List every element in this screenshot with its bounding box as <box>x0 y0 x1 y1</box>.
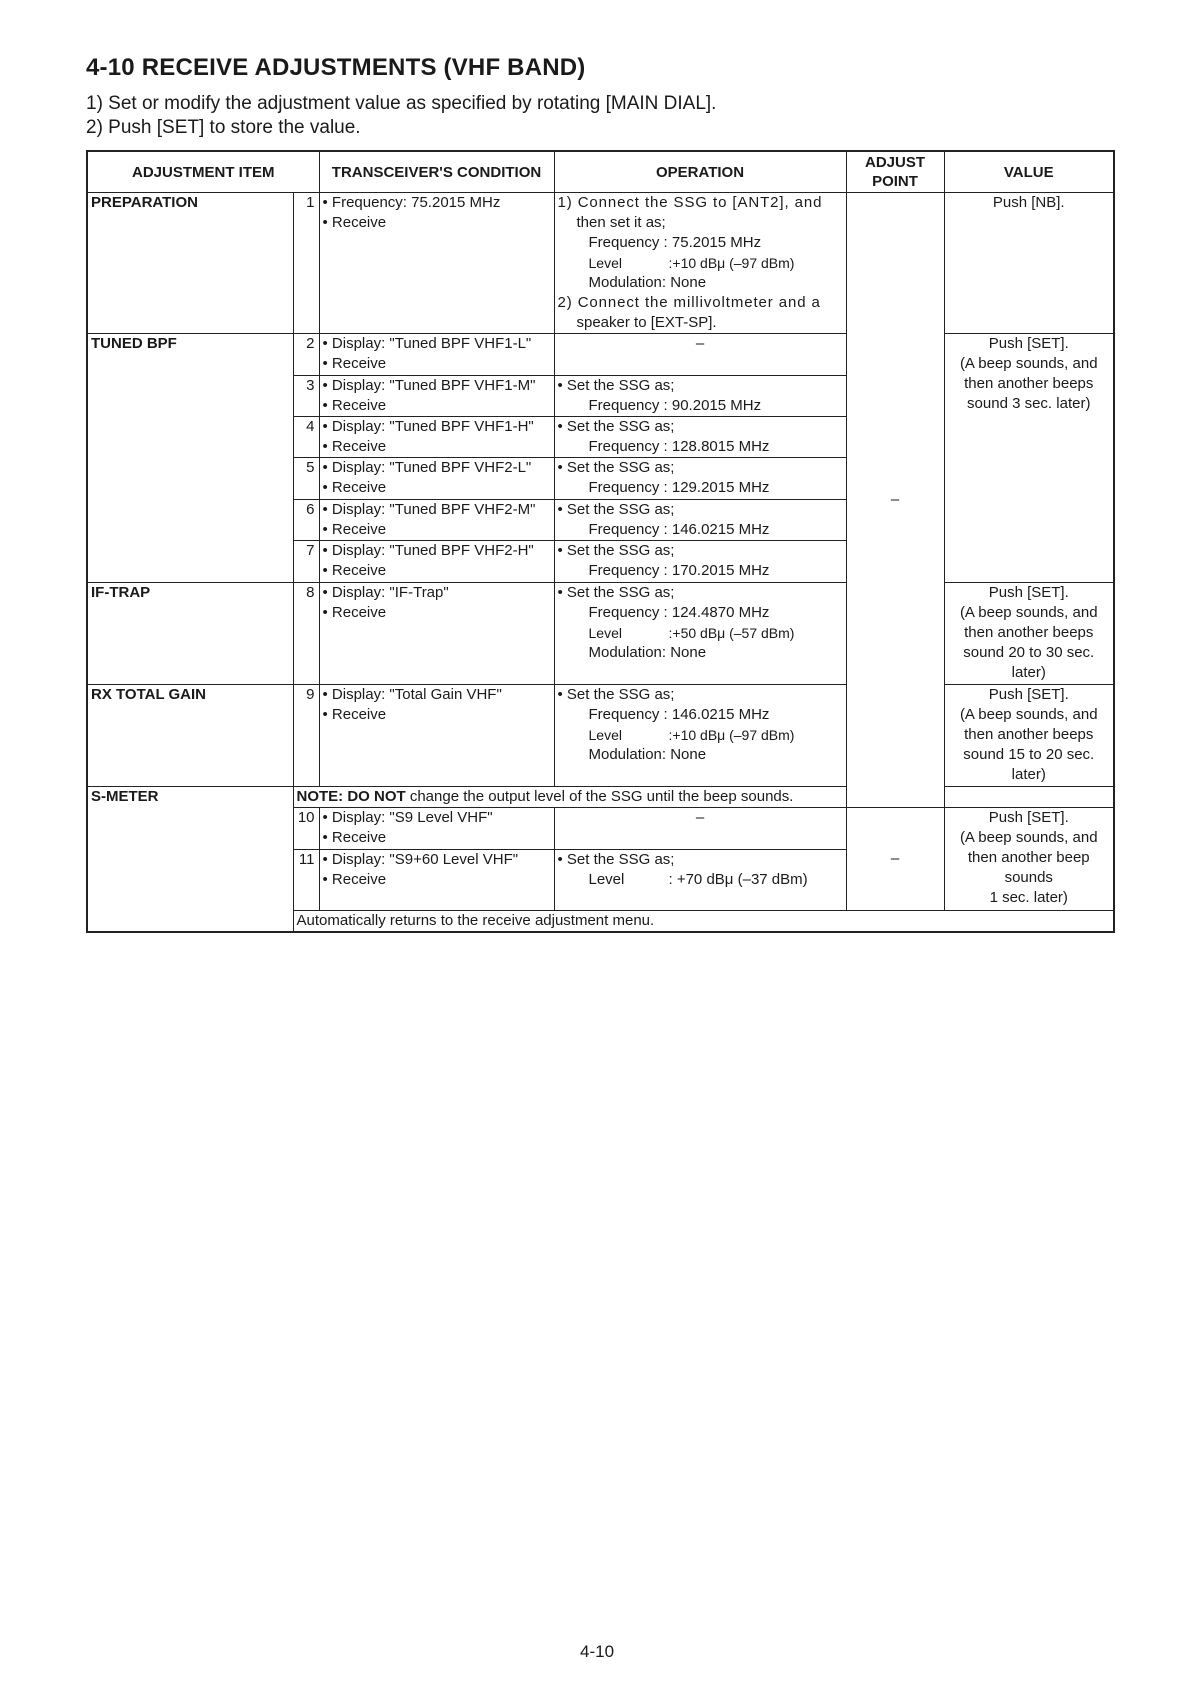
condition-line: • Receive <box>322 479 387 496</box>
table-row <box>87 685 1114 787</box>
level-value: :+50 dBμ (–57 dBm) <box>668 625 795 641</box>
condition-cell <box>319 808 554 850</box>
condition-line: • Receive <box>322 829 387 846</box>
section-title: 4-10 RECEIVE ADJUSTMENTS (VHF BAND) <box>86 54 586 81</box>
value-line: then another beeps <box>964 726 1094 743</box>
adjust-point-cell: – <box>846 193 944 808</box>
condition-line: • Display: "Tuned BPF VHF1-L" <box>322 335 532 352</box>
level-value: :+10 dBμ (–97 dBm) <box>668 255 795 271</box>
value-cell <box>944 334 1114 583</box>
value-line: Push [SET]. <box>988 809 1069 826</box>
step-number: 10 <box>293 808 319 850</box>
operation-cell <box>554 458 846 500</box>
table-row <box>87 583 1114 685</box>
operation-line: speaker to [EXT-SP]. <box>576 314 717 331</box>
condition-cell <box>319 376 554 417</box>
operation-line: Frequency : 129.2015 MHz <box>588 479 770 496</box>
step-number: 5 <box>293 458 319 500</box>
value-line: (A beep sounds, and <box>959 604 1098 621</box>
value-line: (A beep sounds, and <box>959 706 1098 723</box>
level-label: Level <box>588 255 622 271</box>
condition-line: • Receive <box>322 214 387 231</box>
value-line: Push [SET]. <box>988 584 1069 601</box>
value-line: sound 20 to 30 sec. <box>963 644 1095 661</box>
operation-line: • Set the SSG as; <box>557 418 675 435</box>
step-number: 7 <box>293 541 319 583</box>
condition-cell <box>319 850 554 911</box>
condition-line: • Display: "Tuned BPF VHF2-H" <box>322 542 534 559</box>
operation-cell <box>554 193 846 334</box>
condition-line: • Receive <box>322 604 387 621</box>
condition-line: • Display: "Tuned BPF VHF1-H" <box>322 418 534 435</box>
value-cell <box>944 685 1114 787</box>
operation-line: Frequency : 128.8015 MHz <box>588 438 770 455</box>
item-preparation: PREPARATION <box>87 193 293 334</box>
condition-cell <box>319 583 554 685</box>
operation-line: • Set the SSG as; <box>557 542 675 559</box>
condition-line: • Receive <box>322 438 387 455</box>
operation-line <box>558 870 843 890</box>
receive-adjustment-table <box>86 150 1115 933</box>
operation-line: Frequency : 146.0215 MHz <box>588 706 770 723</box>
frequency-label: Frequency <box>588 234 660 251</box>
note-label: NOTE: DO NOT <box>296 788 406 805</box>
operation-cell <box>554 376 846 417</box>
value-line: sound 15 to 20 sec. <box>963 746 1095 763</box>
value-line: then another beep <box>967 849 1090 866</box>
note-text: change the output level of the SSG until the beep sounds. <box>405 788 794 805</box>
value-line: later) <box>1011 766 1046 783</box>
operation-line: Modulation: None <box>588 746 707 763</box>
table-row <box>87 787 1114 808</box>
level-label: Level <box>588 871 625 888</box>
frequency-value: : 75.2015 MHz <box>663 234 762 251</box>
value-line: later) <box>1011 664 1046 681</box>
condition-cell <box>319 458 554 500</box>
page-number: 4-10 <box>580 1642 615 1661</box>
operation-cell <box>554 850 846 911</box>
condition-line: • Display: "Tuned BPF VHF1-M" <box>322 377 536 394</box>
value-cell <box>944 583 1114 685</box>
step-number: 4 <box>293 417 319 458</box>
operation-line: • Set the SSG as; <box>557 584 675 601</box>
operation-line <box>558 623 843 643</box>
operation-line: Frequency : 170.2015 MHz <box>588 562 770 579</box>
condition-cell <box>319 541 554 583</box>
operation-line: 1) Connect the SSG to [ANT2], and <box>557 194 823 211</box>
value-line: (A beep sounds, and <box>959 829 1098 846</box>
operation-line <box>558 233 843 253</box>
value-line: sounds <box>1004 869 1053 886</box>
operation-cell <box>554 583 846 685</box>
operation-line: • Set the SSG as; <box>557 501 675 518</box>
step-number: 6 <box>293 500 319 541</box>
table-row <box>87 334 1114 376</box>
operation-line: Modulation: None <box>588 274 707 291</box>
operation-line: • Set the SSG as; <box>557 459 675 476</box>
table-row <box>87 193 1114 334</box>
value-line: then another beeps <box>964 375 1094 392</box>
level-label: Level <box>588 727 622 743</box>
item-rx-total-gain: RX TOTAL GAIN <box>87 685 293 787</box>
header-adjustment-item: ADJUSTMENT ITEM <box>87 151 319 193</box>
operation-line: Modulation: None <box>588 644 707 661</box>
condition-cell <box>319 417 554 458</box>
operation-line: Frequency : 90.2015 MHz <box>588 397 762 414</box>
operation-line: Frequency : 146.0215 MHz <box>588 521 770 538</box>
condition-line: • Receive <box>322 521 387 538</box>
condition-cell <box>319 334 554 376</box>
operation-line: Frequency : 124.4870 MHz <box>588 604 770 621</box>
operation-cell <box>554 500 846 541</box>
condition-line: • Receive <box>322 397 387 414</box>
note-cell <box>293 787 1114 808</box>
footer-note: Automatically returns to the receive adjustment menu. <box>293 911 1114 933</box>
instruction-2: 2) Push [SET] to store the value. <box>86 117 361 138</box>
value-line: Push [SET]. <box>988 686 1069 703</box>
step-number: 8 <box>293 583 319 685</box>
instruction-1: 1) Set or modify the adjustment value as specified by rotating [MAIN DIAL]. <box>86 93 717 114</box>
condition-line: • Receive <box>322 706 387 723</box>
level-value: :+10 dBμ (–97 dBm) <box>668 727 795 743</box>
operation-line: 2) Connect the millivoltmeter and a <box>557 294 821 311</box>
operation-cell <box>554 417 846 458</box>
step-number: 9 <box>293 685 319 787</box>
value-line: Push [SET]. <box>988 335 1069 352</box>
value-line: then another beeps <box>964 624 1094 641</box>
condition-cell <box>319 685 554 787</box>
operation-line <box>558 253 843 273</box>
value-cell: Push [NB]. <box>944 193 1114 334</box>
header-value: VALUE <box>944 151 1114 193</box>
operation-line: • Set the SSG as; <box>557 377 675 394</box>
step-number: 2 <box>293 334 319 376</box>
item-s-meter: S-METER <box>87 787 293 933</box>
condition-line: • Receive <box>322 871 387 888</box>
condition-line: • Frequency: 75.2015 MHz <box>322 194 501 211</box>
value-line: sound 3 sec. later) <box>967 395 1091 412</box>
condition-line: • Display: "Total Gain VHF" <box>322 686 502 703</box>
header-operation: OPERATION <box>554 151 846 193</box>
header-row <box>87 151 1114 193</box>
operation-cell <box>554 685 846 787</box>
value-cell <box>944 808 1114 911</box>
condition-line: • Receive <box>322 355 387 372</box>
operation-line: • Set the SSG as; <box>557 686 675 703</box>
condition-line: • Receive <box>322 562 387 579</box>
adjust-point-cell: – <box>846 808 944 911</box>
operation-line <box>558 725 843 745</box>
condition-line: • Display: "S9 Level VHF" <box>322 809 493 826</box>
condition-cell <box>319 193 554 334</box>
condition-cell <box>319 500 554 541</box>
level-label: Level <box>588 625 622 641</box>
item-if-trap: IF-TRAP <box>87 583 293 685</box>
header-adjust-point: ADJUST POINT <box>846 151 944 193</box>
step-number: 11 <box>293 850 319 911</box>
step-number: 3 <box>293 376 319 417</box>
level-value: : +70 dBμ (–37 dBm) <box>668 871 808 888</box>
header-condition: TRANSCEIVER'S CONDITION <box>319 151 554 193</box>
operation-cell <box>554 541 846 583</box>
condition-line: • Display: "S9+60 Level VHF" <box>322 851 519 868</box>
item-tuned-bpf: TUNED BPF <box>87 334 293 583</box>
operation-cell: – <box>554 334 846 376</box>
operation-line: then set it as; <box>576 214 666 231</box>
step-number: 1 <box>293 193 319 334</box>
operation-cell: – <box>554 808 846 850</box>
condition-line: • Display: "Tuned BPF VHF2-L" <box>322 459 532 476</box>
value-line: (A beep sounds, and <box>959 355 1098 372</box>
condition-line: • Display: "IF-Trap" <box>322 584 449 601</box>
value-line: 1 sec. later) <box>989 889 1068 906</box>
operation-line: • Set the SSG as; <box>557 851 675 868</box>
condition-line: • Display: "Tuned BPF VHF2-M" <box>322 501 536 518</box>
